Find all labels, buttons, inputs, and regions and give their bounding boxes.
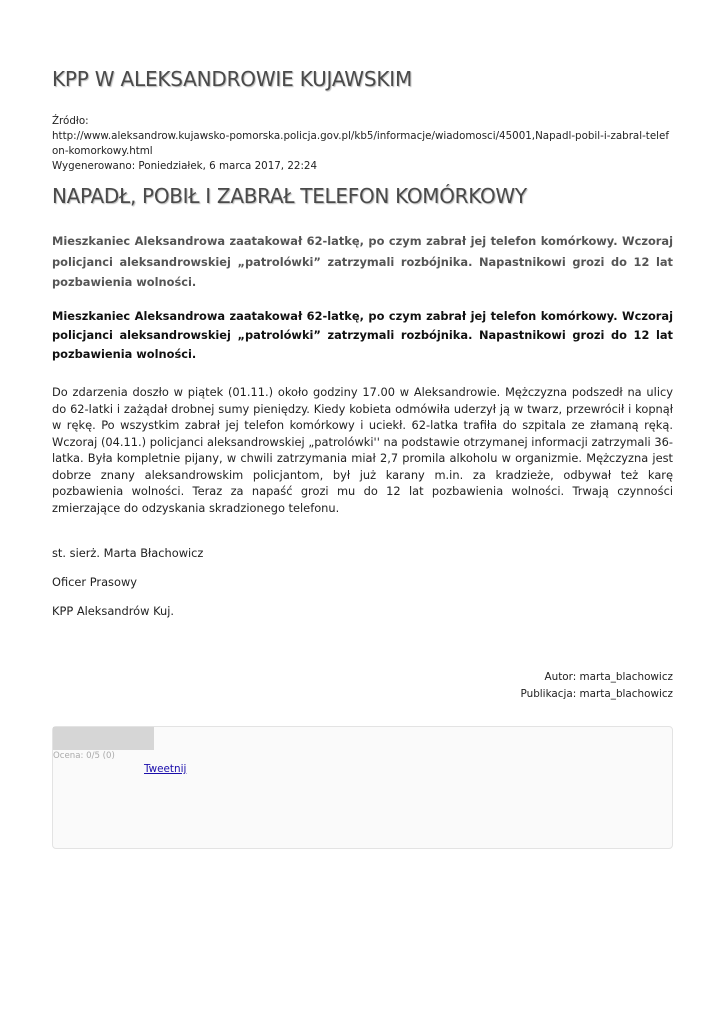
source-meta [52, 114, 673, 174]
source-label: Źródło: [52, 115, 89, 127]
generated-date: Wygenerowano: Poniedziałek, 6 marca 2017, 22:24 [52, 160, 318, 172]
publication-line: Publikacja: marta_blachowicz [520, 688, 673, 700]
rating-label: Ocena: 0/5 (0) [53, 751, 115, 761]
signature-unit: KPP Aleksandrów Kuj. [52, 604, 174, 618]
article-body: Do zdarzenia doszło w piątek (01.11.) około godziny 17.00 w Aleksandrowie. Mężczyzna podszedł na ulicy do 62-latki i zażądał drobnej sumy pieniędzy. Kiedy kobieta odmówiła uderzył ją w twarz, przewrócił i kopnął w rękę. Po wszystkim zabrał jej telefon komórkowy i uciekł. 62-latka trafiła do szpitala ze złamaną ręką. Wczoraj (04.11.) policjanci aleksandrowskiej „patrolówki'' na podstawie otrzymanej informacji zatrzymali 36-latka. Była kompletnie pijany, w chwili zatrzymania miał 2,7 promila alkoholu w organizmie. Mężczyzna jest dobrze znany aleksandrowskim policjantom, był już karany m.in. za kradzieże, odbywał też karę pozbawienia wolności. Teraz za napaść grozi mu do 12 lat pozbawienia wolności. Trwają czynności zmierzające do odzyskania skradzionego telefonu. [52, 385, 673, 515]
article-lead: Mieszkaniec Aleksandrowa zaatakował 62-latkę, po czym zabrał jej telefon komórkowy. Wczoraj policjanci aleksandrowskiej „patrolówki” zatrzymali rozbójnika. Napastnikowi grozi do 12 lat pozbawienia wolności. [52, 309, 673, 361]
article-lead-summary: Mieszkaniec Aleksandrowa zaatakował 62-latkę, po czym zabrał jej telefon komórkowy. Wczoraj policjanci aleksandrowskiej „patrolówki” zatrzymali rozbójnika. Napastnikowi grozi do 12 lat pozbawienia wolności. [52, 234, 673, 289]
article-title: NAPADŁ, POBIŁ I ZABRAŁ TELEFON KOMÓRKOWY [52, 184, 527, 208]
share-rating-box [52, 726, 673, 849]
site-title: KPP W ALEKSANDROWIE KUJAWSKIM [52, 67, 413, 91]
signature-name: st. sierż. Marta Błachowicz [52, 546, 204, 560]
tweet-link[interactable]: Tweetnij [144, 763, 187, 775]
signature-role: Oficer Prasowy [52, 575, 138, 589]
rating-stars-widget[interactable] [53, 727, 154, 750]
author-line: Autor: marta_blachowicz [544, 671, 673, 683]
source-url: http://www.aleksandrow.kujawsko-pomorska.policja.gov.pl/kb5/informacje/wiadomosci/45001,Napadl-pobil-i-zabral-telefon-komorkowy.html [52, 130, 670, 157]
